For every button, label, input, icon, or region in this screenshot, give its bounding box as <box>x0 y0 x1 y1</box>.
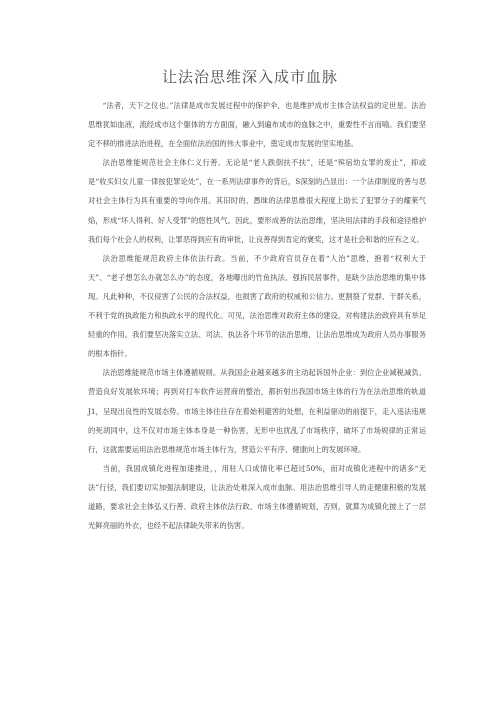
paragraph-social-subject: 法治思维能规范社会主体仁义行善。无论是“老人跌倒扶不扶”，还是“殡宿幼女罪的废止”，抑或是“收买妇女儿童一律按犯罪论处”，在一系列法律事件的背后，S深刻的凸显出：一个法律制度的善与恶对社会主体行为具有重要的导向作用。其旧时的、愚昧的法律思维很大程度上助长了犯罪分子的耀莱气焰，形成“坏人得利、好人受罪”的悠性风气。因此，要形成善的法治思维，坚决用法律的手段和途径维护我们每个社会人的权利，让罪恶得到应有的审批，让良善得到肯定的褒奖，这才是社会和谐的应有之义。 <box>88 158 426 244</box>
paragraph-market-subject: 法治思维能规范市场主体遵循规则。从我国企业越来越多的主动起诉国外企业：到位企业减税减负、营造良好发展软环境；再到对打车软件运营商的整治，都折射出我国市场主体的行为在法治思维的轨道J1，呈现出良性的发展态势。市场主体往往存在着始利避害的处想，在利益驱动的前提下，走入违法违规的死胡同中，这不仅对市场主体本身是一种伤害，无形中也扰乱了市场秩序，破坏了市场规律的正常运行，这就需要运用法治思维规范市场主体行为，营造公平有序、健康向上的发展环境。 <box>88 368 426 454</box>
document-title: 让法治思维深入成市血脉 <box>161 68 338 86</box>
paragraph-intro: “法者，天下之仪也。”法律是成市发展过程中的保护伞，也是维护成市主体合法权益的定世星。法治思维犹如血液，流经成市这个躯体的方方面面，融入到遍布成市的血脉之中，重要性不言而喻。我们要坚定不移的推进法治进程，在全面依法治国的伟大事业中，奠定成市发展的坚实地基。 <box>88 101 426 149</box>
paragraph-conclusion: 当前，我国成镇化进程加速推进，，用驻人口成情化率已超过50%，而对成镇化进程中的诸多“无法”行径，我们要切实加强法制建设，让法治处难深入成市血脉。用法治思维引导人的走健康积极的发展道路，要求社会主体弘义行善、政府主体依法行政、市场主体遵循规划，否则，就算为成镇化披上了一层光鲜亮丽的外衣，也经不起法律缺失带来的伤害。 <box>88 463 426 531</box>
paragraph-government-subject: 法治思维能规范政府主体依法行政。当前，不少政府官员存在着“人治”思维，抱着“权利大于天”、“老子想怎么办就怎么办”的态度，各地曝出的竹鱼执法、强拆民居事件，是缺少法治思维的集中体现。凡此种种，不仅侵害了公民的合法权益，也损害了政府的权威和公信力。更割裂了党群、干群关系，不利于党的执政能力和执政水平的现代化。可见，法治思维对政府主体的建设，对构建法治政府具有举足轻重的作用。我们要坚决落实立法、司法、执法各个环节的法治思维，让法治思维成为政府人员办事服务的根本指针。 <box>88 253 426 359</box>
document-body <box>88 96 426 535</box>
